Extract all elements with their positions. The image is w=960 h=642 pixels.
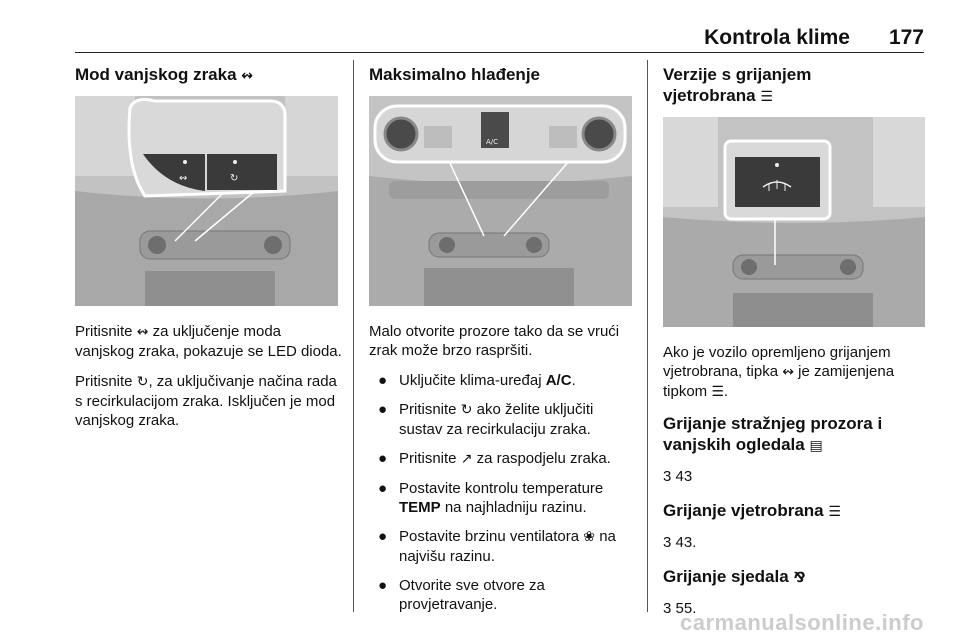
air-distribution-icon: ↗ bbox=[460, 451, 473, 467]
section-heading-outside-air: Mod vanjskog zraka ↭ bbox=[75, 65, 254, 84]
windscreen-heating-icon: ☰ bbox=[711, 384, 724, 400]
fan-icon: ❀ bbox=[583, 529, 596, 545]
cross-reference: 3 43. bbox=[663, 534, 697, 551]
section-heading-windscreen: Grijanje vjetrobrana ☰ bbox=[663, 501, 841, 520]
list-item: ● Postavite kontrolu temperature TEMP na najhladniju razinu. bbox=[378, 480, 604, 516]
column-max-cooling bbox=[369, 64, 637, 85]
cross-reference: 3 43 bbox=[663, 468, 693, 485]
chapter-title: Kontrola klime bbox=[704, 26, 850, 49]
paragraph-windscreen-versions: Ako je vozilo opremljeno grijanjem vjetrobrana, tipka ↭ je zamijenjena tipkom ☰. bbox=[663, 344, 895, 400]
photo-windscreen-button bbox=[663, 117, 925, 327]
list-item: ● Pritisnite ↗ za raspodjelu zraka. bbox=[378, 450, 611, 467]
text-max-cooling bbox=[369, 322, 637, 624]
header-rule bbox=[75, 52, 924, 53]
column-outside-air bbox=[75, 64, 343, 87]
photo-ac-label: A/C bbox=[486, 138, 499, 146]
list-item: ● Pritisnite ↻ ako želite uključiti sustav za recirkulaciju zraka. bbox=[378, 401, 594, 438]
recirculation-icon: ↻ bbox=[136, 374, 149, 390]
section-heading-windscreen-versions: Verzije s grijanjem vjetrobrana ☰ bbox=[663, 65, 812, 105]
cross-reference: 3 55. bbox=[663, 600, 697, 617]
windscreen-heating-icon: ☰ bbox=[760, 89, 773, 105]
seat-heating-icon: ⅋ bbox=[793, 570, 806, 586]
photo-climate-panel bbox=[369, 96, 632, 306]
list-item: ● Otvorite sve otvore za provjetravanje. bbox=[378, 577, 545, 613]
page-number: 177 bbox=[888, 26, 924, 49]
column-divider bbox=[647, 60, 648, 612]
max-cooling-steps bbox=[369, 371, 637, 614]
section-heading-max-cooling: Maksimalno hlađenje bbox=[369, 65, 540, 84]
watermark: carmanualsonline.info bbox=[680, 610, 924, 635]
outside-air-icon: ↭ bbox=[241, 68, 254, 84]
text-windscreen-heating bbox=[663, 343, 933, 629]
paragraph-recirculation-on: Pritisnite ↻, za uključivanje načina rada s recirkulacijom zraka. Isključen je mod vanjskog zraka. bbox=[75, 373, 337, 429]
outside-air-icon: ↭ bbox=[136, 324, 149, 340]
rear-window-heating-icon: ▤ bbox=[809, 438, 823, 454]
section-heading-seat-heating: Grijanje sjedala ⅋ bbox=[663, 567, 806, 586]
photo-outside-air-button bbox=[75, 96, 338, 306]
list-item: ● Postavite brzinu ventilatora ❀ na najvišu razinu. bbox=[378, 528, 616, 565]
column-windscreen-heating bbox=[663, 64, 933, 108]
windscreen-heating-icon: ☰ bbox=[828, 504, 841, 520]
text-outside-air bbox=[75, 322, 343, 441]
svg-text:↻: ↻ bbox=[230, 173, 239, 184]
column-divider bbox=[353, 60, 354, 612]
page-header bbox=[0, 0, 960, 56]
section-heading-rear-window: Grijanje stražnjeg prozora i vanjskih ogledala ▤ bbox=[663, 414, 883, 454]
outside-air-icon: ↭ bbox=[782, 364, 794, 380]
list-item: ● Uključite klima-uređaj A/C. bbox=[378, 372, 576, 389]
paragraph-outside-air-on: Pritisnite ↭ za uključenje moda vanjskog zraka, pokazuje se LED dioda. bbox=[75, 323, 342, 360]
recirculation-icon: ↻ bbox=[460, 402, 473, 418]
svg-text:↭: ↭ bbox=[179, 173, 188, 184]
paragraph-max-cooling-intro: Malo otvorite prozore tako da se vrući zrak može brzo raspršiti. bbox=[369, 323, 620, 359]
